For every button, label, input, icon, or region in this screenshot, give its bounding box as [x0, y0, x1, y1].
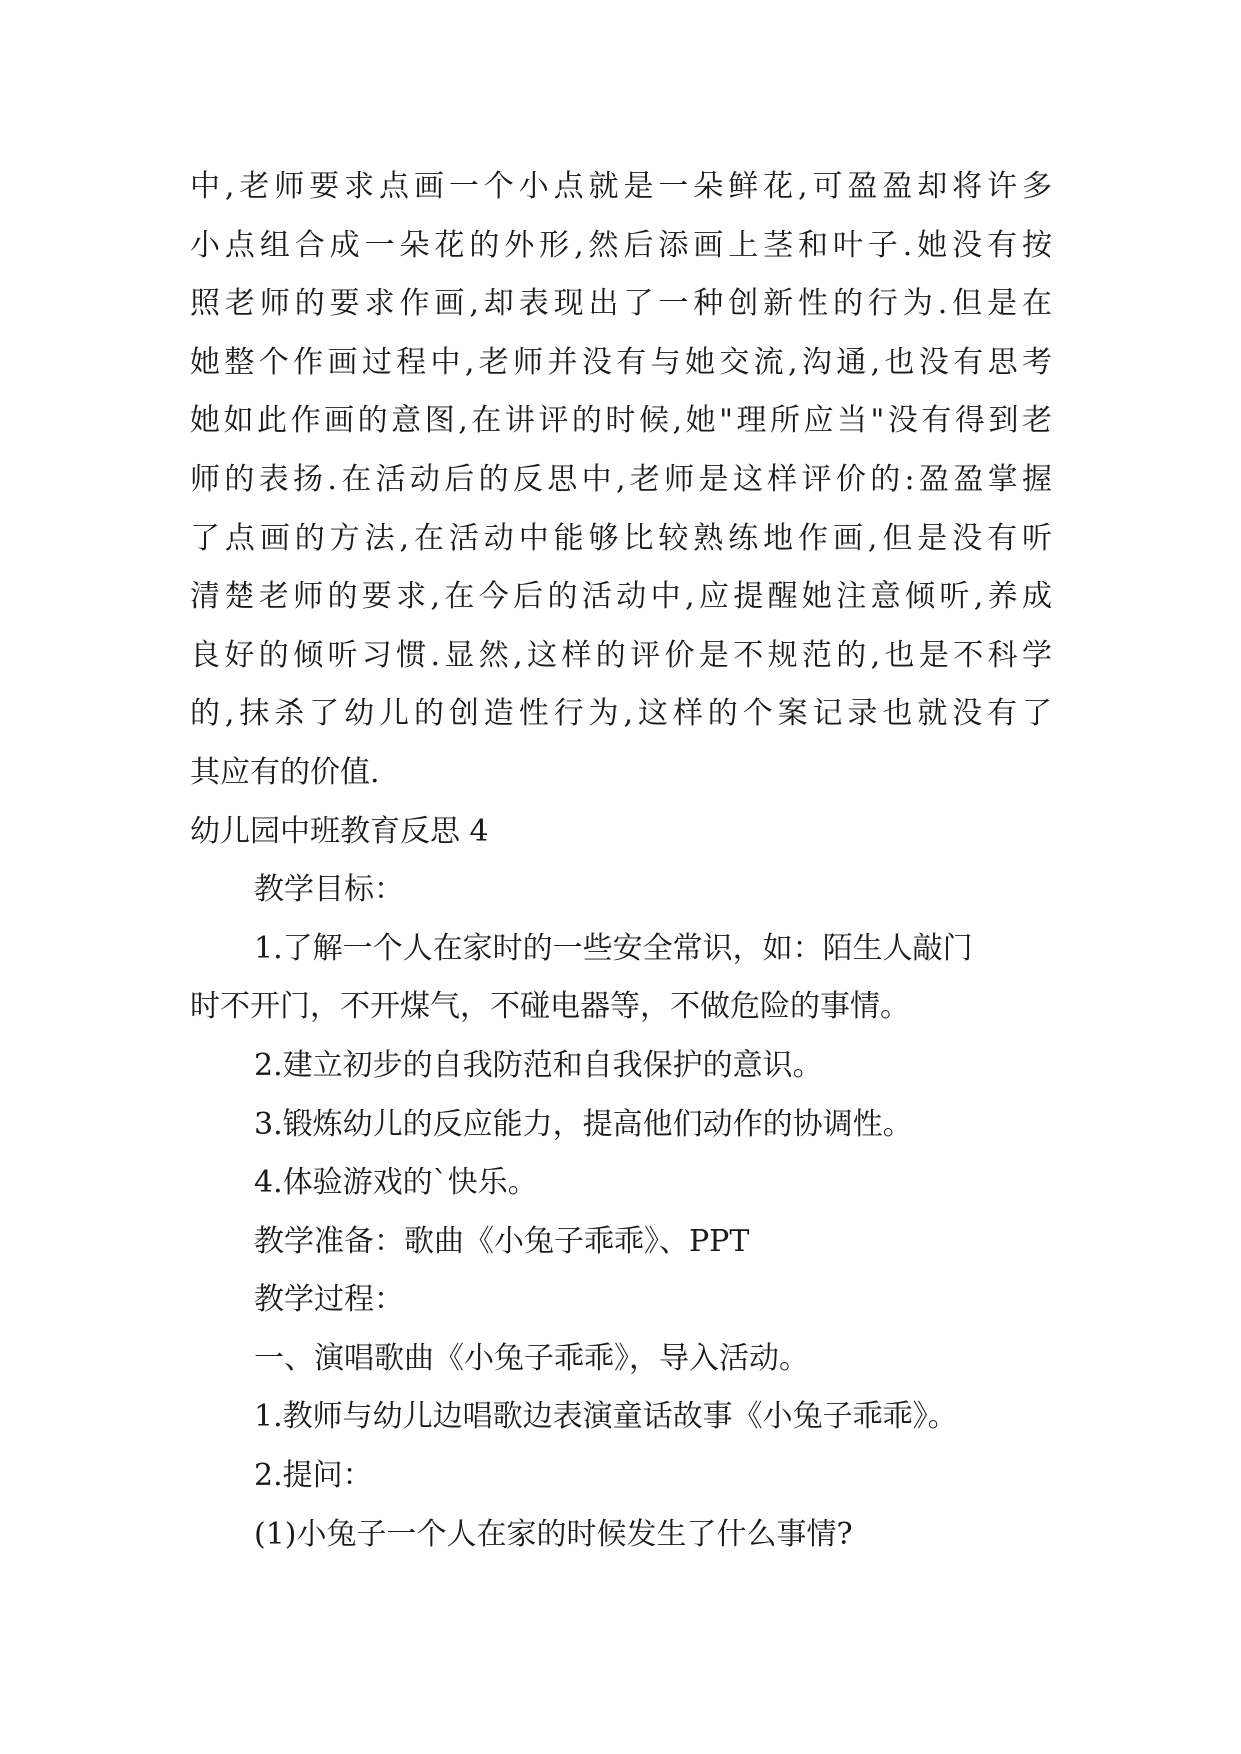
paragraph-line: 中,老师要求点画一个小点就是一朵鲜花,可盈盈却将许多	[190, 169, 1052, 204]
goal-item-3: 3.锻炼幼儿的反应能力，提高他们动作的协调性。	[254, 1106, 913, 1142]
paragraph-line: 她整个作画过程中,老师并没有与她交流,沟通,也没有思考	[190, 344, 1052, 380]
process-heading: 教学过程：	[254, 1282, 404, 1318]
goals-heading: 教学目标：	[254, 872, 404, 908]
paragraph-line: 师的表扬.在活动后的反思中,老师是这样评价的:盈盈掌握	[190, 461, 1052, 497]
paragraph-line: 小点组合成一朵花的外形,然后添画上茎和叶子.她没有按	[190, 227, 1052, 263]
goal-item-2: 2.建立初步的自我防范和自我保护的意识。	[254, 1047, 823, 1083]
paragraph-line: 她如此作画的意图,在讲评的时候,她"理所应当"没有得到老	[190, 403, 1052, 439]
paragraph-line: 其应有的价值.	[190, 754, 380, 790]
process-step-1-1: 1.教师与幼儿边唱歌边表演童话故事《小兔子乖乖》。	[254, 1399, 958, 1435]
preparation-text: 教学准备：歌曲《小兔子乖乖》、PPT	[254, 1223, 750, 1259]
goal-item-4: 4.体验游戏的`快乐。	[254, 1165, 538, 1201]
goal-item-1: 1.了解一个人在家时的一些安全常识，如：陌生人敲门	[254, 930, 973, 966]
paragraph-line: 了点画的方法,在活动中能够比较熟练地作画,但是没有听	[190, 520, 1052, 556]
paragraph-line: 清楚老师的要求,在今后的活动中,应提醒她注意倾听,养成	[190, 579, 1052, 615]
section-title: 幼儿园中班教育反思 4	[190, 813, 489, 849]
process-step-1: 一、演唱歌曲《小兔子乖乖》，导入活动。	[254, 1340, 809, 1376]
document-body	[190, 158, 1052, 1564]
process-step-1-2: 2.提问：	[254, 1458, 373, 1494]
paragraph-line: 照老师的要求作画,却表现出了一种创新性的行为.但是在	[190, 286, 1052, 322]
process-question-1: (1)小兔子一个人在家的时候发生了什么事情?	[254, 1516, 853, 1552]
paragraph-line: 良好的倾听习惯.显然,这样的评价是不规范的,也是不科学	[190, 637, 1052, 673]
paragraph-line: 的,抹杀了幼儿的创造性行为,这样的个案记录也就没有了	[190, 696, 1052, 732]
goal-item-1-continued: 时不开门，不开煤气，不碰电器等，不做危险的事情。	[190, 989, 910, 1025]
